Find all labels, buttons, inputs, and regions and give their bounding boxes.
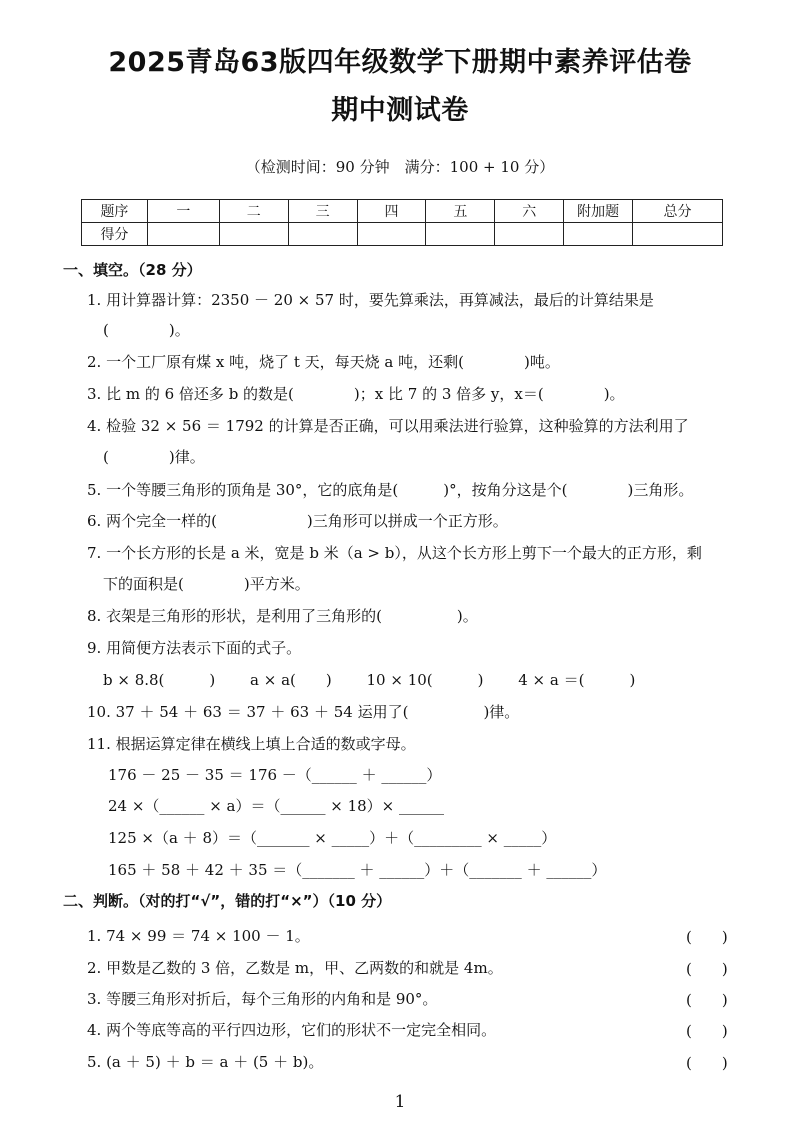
question-line: 1. 用计算器计算：2350 － 20 × 57 时，要先算乘法，再算减法，最后的计算结果是: [87, 291, 654, 309]
question-line: b × 8.8( ) a × a( ) 10 × 10( ) 4 × a ＝( ): [103, 671, 636, 689]
answer-paren[interactable]: ( ): [686, 991, 728, 1009]
judgement-item: 3. 等腰三角形对折后，每个三角形的内角和是 90°。: [87, 990, 438, 1008]
answer-paren[interactable]: ( ): [686, 928, 728, 946]
exam-subtitle: 期中测试卷: [331, 95, 469, 126]
score-cell[interactable]: [288, 223, 357, 246]
table-cell: 一: [147, 200, 219, 223]
table-cell: 三: [288, 200, 357, 223]
equation-line: 176 － 25 － 35 ＝ 176 －（______ ＋ ______）: [108, 766, 442, 784]
score-cell[interactable]: [633, 223, 723, 246]
judgement-item: 5. (a ＋ 5) ＋ b ＝ a ＋ (5 ＋ b)。: [87, 1053, 324, 1071]
question-line: 9. 用简便方法表示下面的式子。: [87, 639, 302, 657]
section1-title: 一、填空。（28 分）: [63, 261, 202, 279]
question-line: 11. 根据运算定律在横线上填上合适的数或字母。: [87, 735, 416, 753]
answer-paren[interactable]: ( ): [686, 1054, 728, 1072]
question-line: ( )律。: [103, 448, 205, 466]
score-table-header-row: [82, 200, 723, 223]
table-cell: 六: [495, 200, 564, 223]
score-label: 得分: [82, 223, 148, 246]
question-line: 4. 检验 32 × 56 ＝ 1792 的计算是否正确，可以用乘法进行验算，这种验算的方法利用了: [87, 417, 689, 435]
equation-line: 24 ×（______ × a）＝（______ × 18）× ______: [108, 797, 444, 815]
table-cell: 二: [219, 200, 288, 223]
question-line: 6. 两个完全一样的( )三角形可以拼成一个正方形。: [87, 512, 508, 530]
score-cell[interactable]: [426, 223, 495, 246]
score-table-score-row: [82, 223, 723, 246]
score-cell[interactable]: [219, 223, 288, 246]
score-cell[interactable]: [564, 223, 633, 246]
equation-line: 165 ＋ 58 ＋ 42 ＋ 35 ＝（_______ ＋ ______）＋（_______ ＋ ______）: [108, 861, 607, 879]
score-cell[interactable]: [495, 223, 564, 246]
page-number: 1: [394, 1092, 406, 1112]
answer-paren[interactable]: ( ): [686, 960, 728, 978]
exam-info: （检测时间：90 分钟 满分：100 + 10 分）: [245, 158, 555, 176]
table-cell: 附加题: [564, 200, 633, 223]
section2-title: 二、判断。（对的打“√”，错的打“×”）（10 分）: [63, 892, 392, 910]
equation-line: 125 ×（a ＋ 8）＝（_______ × _____）＋（_________ × _____）: [108, 829, 557, 847]
judgement-item: 1. 74 × 99 ＝ 74 × 100 － 1。: [87, 927, 310, 945]
question-line: 10. 37 ＋ 54 ＋ 63 ＝ 37 ＋ 63 ＋ 54 运用了( )律。: [87, 703, 520, 721]
judgement-item: 2. 甲数是乙数的 3 倍，乙数是 m，甲、乙两数的和就是 4m。: [87, 959, 503, 977]
exam-title: 2025青岛63版四年级数学下册期中素养评估卷: [108, 47, 692, 78]
question-line: 7. 一个长方形的长是 a 米，宽是 b 米（a > b），从这个长方形上剪下一个最大的正方形，剩: [87, 544, 702, 562]
answer-paren[interactable]: ( ): [686, 1022, 728, 1040]
table-cell: 五: [426, 200, 495, 223]
table-cell: 题序: [82, 200, 148, 223]
score-table: [81, 199, 723, 246]
question-line: 5. 一个等腰三角形的顶角是 30°，它的底角是( )°，按角分这是个( )三角形。: [87, 481, 694, 499]
question-line: 8. 衣架是三角形的形状，是利用了三角形的( )。: [87, 607, 478, 625]
score-cell[interactable]: [147, 223, 219, 246]
question-line: 2. 一个工厂原有煤 x 吨，烧了 t 天，每天烧 a 吨，还剩( )吨。: [87, 353, 560, 371]
question-line: 3. 比 m 的 6 倍还多 b 的数是( )；x 比 7 的 3 倍多 y，x＝( )。: [87, 385, 625, 403]
table-cell: 总分: [633, 200, 723, 223]
table-cell: 四: [357, 200, 426, 223]
question-line: 下的面积是( )平方米。: [103, 575, 310, 593]
question-line: ( )。: [103, 321, 190, 339]
score-cell[interactable]: [357, 223, 426, 246]
judgement-item: 4. 两个等底等高的平行四边形，它们的形状不一定完全相同。: [87, 1021, 497, 1039]
